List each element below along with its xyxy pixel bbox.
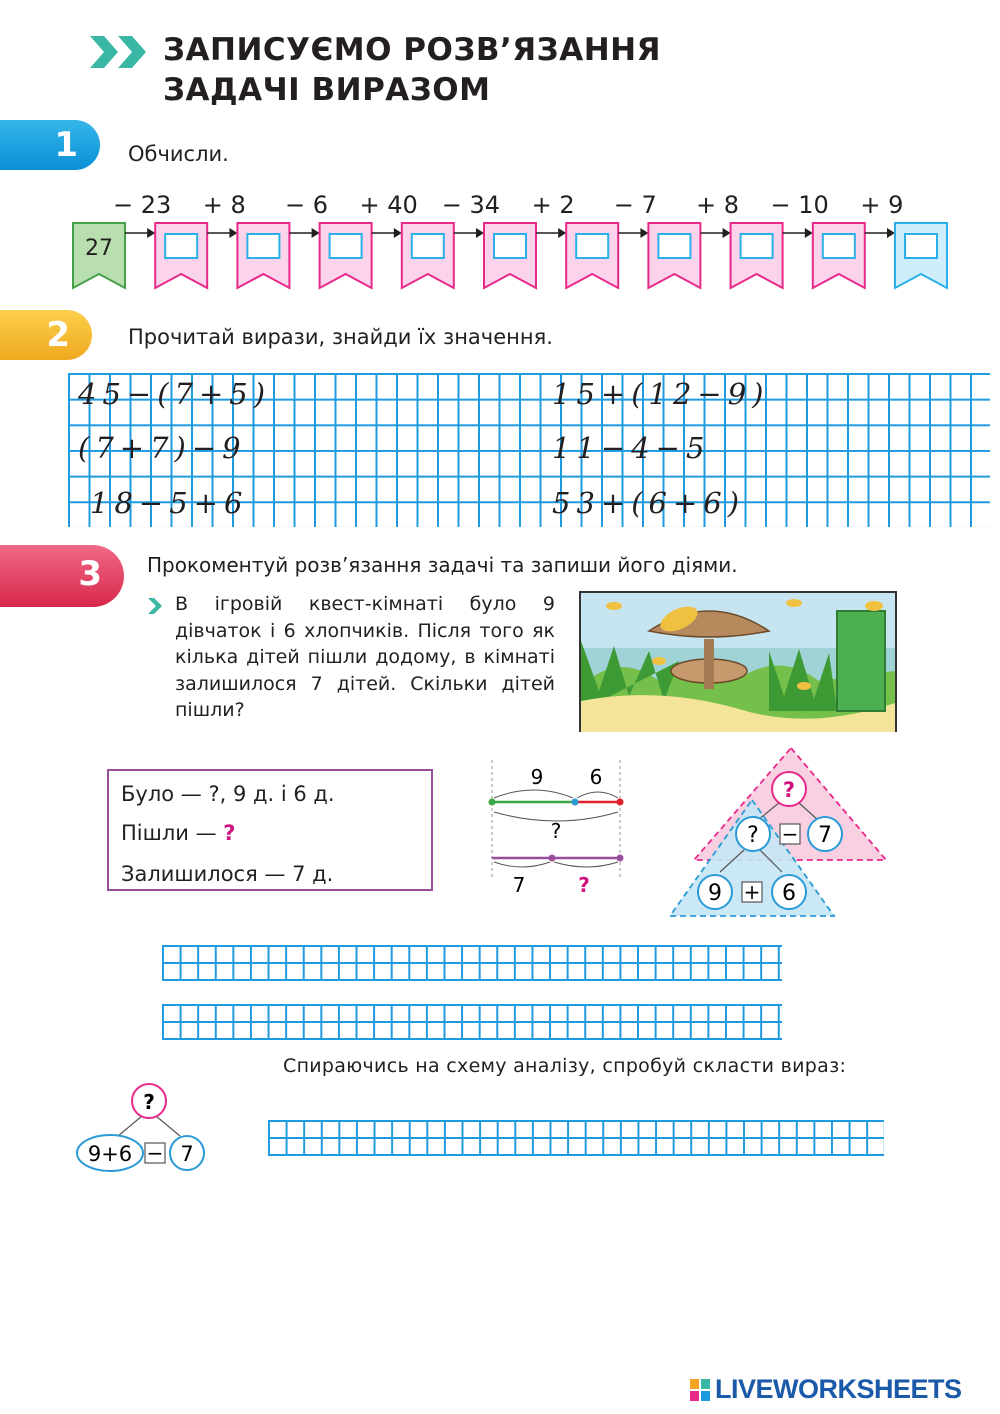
analysis-triangle-scheme xyxy=(668,742,893,920)
note-line-remained: Залишилося — 7 д. xyxy=(121,862,334,886)
expression-right-1: 15+(12−9) xyxy=(552,377,770,411)
segment-label-6: 6 xyxy=(589,765,603,789)
answer-grid-expression[interactable] xyxy=(268,1120,884,1156)
triangle-mid-right: 7 xyxy=(818,823,832,848)
segment-label-unknown: ? xyxy=(578,873,590,897)
chain-arrow-head-9 xyxy=(887,228,895,238)
chain-arrow-head-8 xyxy=(805,228,813,238)
chain-operation-8: − 10 xyxy=(770,191,829,219)
chain-operation-0: − 23 xyxy=(112,191,172,219)
short-note-box xyxy=(107,769,433,891)
chain-operation-9: + 9 xyxy=(860,191,904,219)
tree-left: 9+6 xyxy=(87,1142,133,1166)
segment-label-total: ? xyxy=(550,819,562,843)
triangle-bot-right: 6 xyxy=(782,881,796,906)
segment-label-9: 9 xyxy=(530,765,544,789)
chain-answer-box-3[interactable] xyxy=(330,234,362,258)
chain-arrow-head-3 xyxy=(394,228,402,238)
triangle-mid-op: − xyxy=(781,822,799,846)
tree-right: 7 xyxy=(180,1142,194,1166)
task-2-number-tab: 2 xyxy=(0,310,92,360)
tree-top-question: ? xyxy=(143,1090,155,1114)
answer-grid-step-2[interactable] xyxy=(162,1004,782,1040)
bullet-chevron-icon xyxy=(147,597,163,615)
chain-operation-6: − 7 xyxy=(613,191,657,219)
chain-answer-box-4[interactable] xyxy=(412,234,444,258)
task-1-number-tab: 1 xyxy=(0,120,100,170)
expression-right-2: 11−4−5 xyxy=(552,431,711,465)
chain-arrow-head-6 xyxy=(640,228,648,238)
task-2-instruction: Прочитай вирази, знайди їх значення. xyxy=(128,325,553,349)
chain-arrow-head-7 xyxy=(723,228,731,238)
chain-operation-3: + 40 xyxy=(359,191,418,219)
chain-answer-box-8[interactable] xyxy=(741,234,773,258)
answer-grid-step-1[interactable] xyxy=(162,945,782,981)
expression-left-2: (7+7)−9 xyxy=(78,431,247,465)
chain-arrow-head-5 xyxy=(558,228,566,238)
chain-operation-2: − 6 xyxy=(284,191,329,219)
task-3-instruction: Прокоментуй розв’язання задачі та запиши його діями. xyxy=(147,553,738,577)
expressions-grid xyxy=(68,373,990,527)
analysis-tree xyxy=(70,1080,210,1180)
chain-operation-7: + 8 xyxy=(695,191,740,219)
expression-left-3: 18−5+6 xyxy=(90,486,249,520)
note-line-was: Було — ?, 9 д. і 6 д. xyxy=(121,782,335,806)
chain-answer-box-10[interactable] xyxy=(905,234,937,258)
chain-answer-box-7[interactable] xyxy=(658,234,690,258)
triangle-top-question: ? xyxy=(782,778,796,802)
chain-arrow-head-4 xyxy=(476,228,484,238)
note-left-label: Пішли — xyxy=(121,821,224,845)
page-title xyxy=(163,30,661,110)
liveworksheets-logo xyxy=(690,1372,990,1406)
triangle-mid-left: ? xyxy=(747,823,759,848)
note-left-question: ? xyxy=(223,821,236,845)
chain-operation-4: − 34 xyxy=(441,191,501,219)
tree-op: − xyxy=(146,1141,164,1165)
expression-right-3: 53+(6+6) xyxy=(552,486,746,520)
footer-brand: LIVEWORKSHEETS xyxy=(715,1374,962,1404)
title-line-1: ЗАПИСУЄМО РОЗВ’ЯЗАННЯ xyxy=(163,32,661,68)
double-chevron-right-icon xyxy=(88,34,150,70)
chain-operation-5: + 2 xyxy=(531,191,575,219)
scheme-prompt: Спираючись на схему аналізу, спробуй скласти вираз: xyxy=(283,1055,847,1077)
title-line-2: ЗАДАЧІ ВИРАЗОМ xyxy=(163,72,491,108)
triangle-bot-op: + xyxy=(743,880,761,904)
chain-answer-box-5[interactable] xyxy=(494,234,526,258)
task-3-number-tab: 3 xyxy=(0,545,124,607)
liveworksheets-logo-icon xyxy=(690,1379,710,1401)
calculation-chain xyxy=(60,185,960,300)
chain-answer-box-9[interactable] xyxy=(823,234,855,258)
chain-arrow-head-2 xyxy=(312,228,320,238)
quest-room-illustration xyxy=(579,591,897,732)
chain-arrow-head-1 xyxy=(229,228,237,238)
task-1-instruction: Обчисли. xyxy=(128,142,229,166)
chain-start-value: 27 xyxy=(85,236,113,261)
chain-arrow-head-0 xyxy=(147,228,155,238)
segment-label-7: 7 xyxy=(512,873,526,897)
chain-answer-box-6[interactable] xyxy=(576,234,608,258)
chain-answer-box-2[interactable] xyxy=(247,234,279,258)
chain-answer-box-1[interactable] xyxy=(165,234,197,258)
expression-left-1: 45−(7+5) xyxy=(78,377,272,411)
segment-diagram xyxy=(482,760,632,900)
problem-text: В ігровій квест-кімнаті було 9 дівчаток і 6 хлопчиків. Після того як кілька дітей пішли додому, в кімнаті залишилося 7 дітей. Скільки дітей пішли? xyxy=(175,593,555,721)
chain-operation-1: + 8 xyxy=(202,191,246,219)
note-line-left xyxy=(121,821,235,845)
triangle-bot-left: 9 xyxy=(708,881,722,906)
